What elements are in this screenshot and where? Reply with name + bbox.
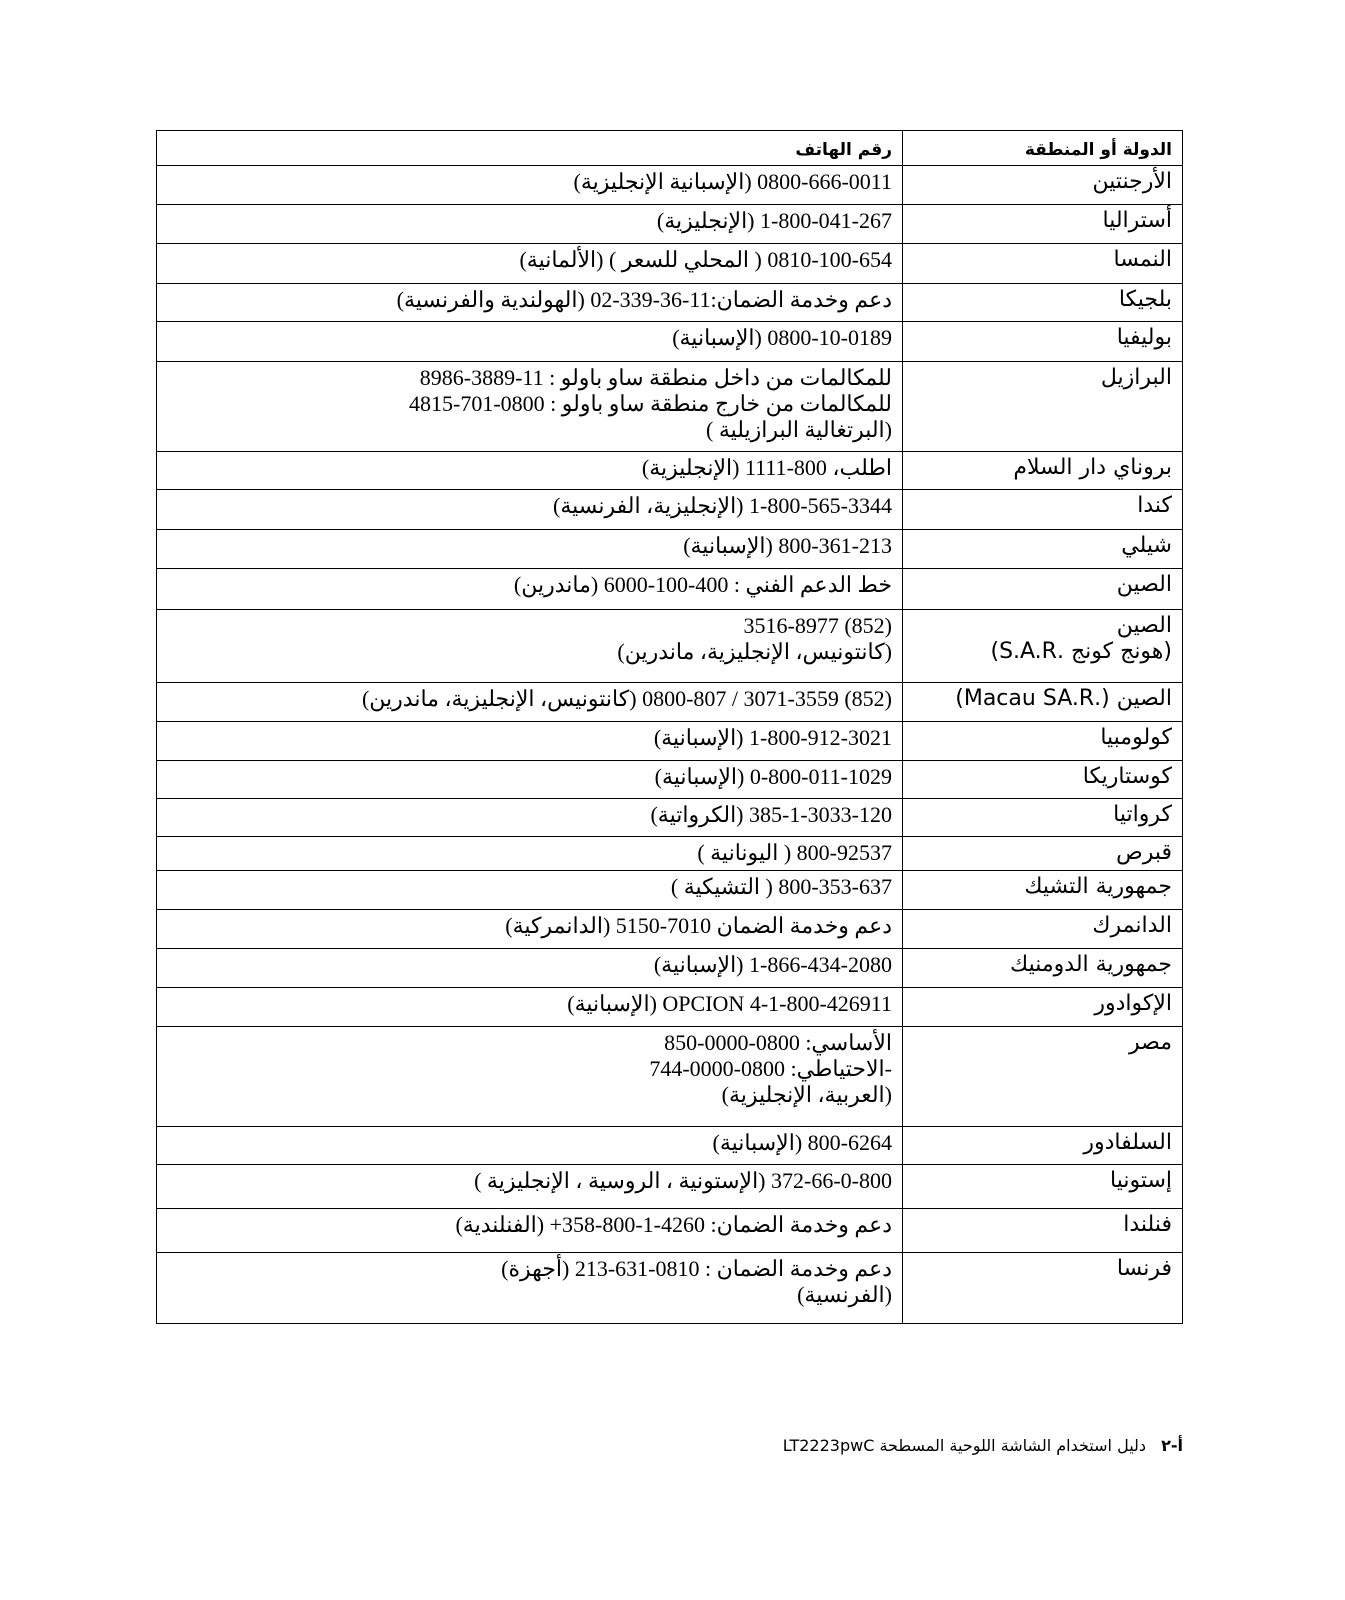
- country-name: الإكوادور: [1094, 991, 1172, 1016]
- phone-line: 385-1-3033-120 (الكرواتية): [650, 802, 892, 827]
- phone-line: -الاحتياطي: 0800-0000-744: [649, 1056, 892, 1081]
- page-footer: [783, 1436, 1183, 1455]
- table-body: [157, 166, 1183, 1324]
- phone-line: اطلب، 800-1111 (الإنجليزية): [641, 455, 892, 480]
- phone-cell: [157, 362, 903, 452]
- country-cell: [903, 1209, 1183, 1253]
- country-cell: [903, 1253, 1183, 1324]
- country-name: (هونج كونج .S.A.R): [990, 639, 1172, 664]
- phone-line: (البرتغالية البرازيلية ): [706, 417, 892, 442]
- table-row: [157, 871, 1183, 910]
- country-name: الصين (.Macau SA.R): [955, 686, 1172, 711]
- phone-cell: [157, 284, 903, 322]
- phone-line: (كانتونيس، الإنجليزية، ماندرين): [617, 639, 892, 664]
- country-cell: [903, 284, 1183, 322]
- country-name: شيلي: [1121, 533, 1172, 558]
- phone-cell: [157, 683, 903, 722]
- country-cell: [903, 949, 1183, 988]
- country-name: بوليفيا: [1116, 325, 1172, 350]
- table-row: [157, 205, 1183, 244]
- country-name: بروناي دار السلام: [1013, 455, 1172, 480]
- table-row: [157, 490, 1183, 530]
- phone-cell: [157, 988, 903, 1027]
- country-cell: [903, 722, 1183, 761]
- phone-line: (852) 3516-8977: [743, 613, 892, 638]
- table-row: [157, 610, 1183, 683]
- country-name: جمهورية الدومنيك: [1010, 952, 1172, 977]
- country-cell: [903, 530, 1183, 569]
- table-row: [157, 284, 1183, 322]
- country-name: أستراليا: [1102, 208, 1172, 233]
- phone-cell: [157, 949, 903, 988]
- country-cell: [903, 205, 1183, 244]
- country-cell: [903, 362, 1183, 452]
- country-cell: [903, 610, 1183, 683]
- phone-line: 1-800-912-3021 (الإسبانية): [653, 725, 892, 750]
- phone-line: خط الدعم الفني : 400-100-6000 (ماندرين): [513, 572, 892, 597]
- phone-line: الأساسي: 0800-0000-850: [664, 1030, 892, 1055]
- country-cell: [903, 569, 1183, 610]
- table-row: [157, 1165, 1183, 1209]
- country-name: الصين: [1116, 572, 1172, 597]
- table-row: [157, 1127, 1183, 1165]
- country-name: البرازيل: [1100, 365, 1172, 390]
- phone-line: 1-800-041-267 (الإنجليزية): [656, 208, 892, 233]
- country-name: فرنسا: [1116, 1256, 1172, 1281]
- country-name: الدانمرك: [1092, 913, 1172, 938]
- phone-line: 372-66-0-800 (الإستونية ، الروسية ، الإنجليزية ): [474, 1168, 892, 1193]
- table-row: [157, 530, 1183, 569]
- phone-line: 800-353-637 ( التشيكية ): [670, 874, 892, 899]
- phone-line: 1-800-426911-OPCION 4 (الإسبانية): [567, 991, 892, 1016]
- phone-line: 1-800-565-3344 (الإنجليزية، الفرنسية): [553, 493, 892, 518]
- phone-cell: [157, 569, 903, 610]
- country-cell: [903, 799, 1183, 837]
- country-cell: [903, 452, 1183, 490]
- table-row: [157, 1027, 1183, 1127]
- phone-cell: [157, 799, 903, 837]
- country-cell: [903, 166, 1183, 205]
- phone-cell: [157, 530, 903, 569]
- phone-line: دعم وخدمة الضمان: 4260-1-800-358+ (الفنلندية): [455, 1212, 892, 1237]
- phone-cell: [157, 871, 903, 910]
- table-row: [157, 322, 1183, 362]
- table-row: [157, 683, 1183, 722]
- phone-cell: [157, 1127, 903, 1165]
- phone-line: للمكالمات من داخل منطقة ساو باولو : 11-3889-8986: [419, 365, 892, 390]
- country-cell: [903, 1127, 1183, 1165]
- country-cell: [903, 761, 1183, 799]
- phone-line: دعم وخدمة الضمان 7010-5150 (الدانمركية): [505, 913, 892, 938]
- document-title: دليل استخدام الشاشة اللوحية المسطحة LT2223pwC: [782, 1436, 1147, 1455]
- country-name: فنلندا: [1123, 1212, 1172, 1237]
- country-name: بلجيكا: [1118, 287, 1172, 312]
- phone-cell: [157, 1027, 903, 1127]
- country-cell: [903, 1027, 1183, 1127]
- phone-cell: [157, 1209, 903, 1253]
- country-name: الأرجنتين: [1092, 169, 1172, 194]
- phone-cell: [157, 1165, 903, 1209]
- country-name: كرواتيا: [1113, 802, 1172, 827]
- header-phone: رقم الهاتف: [157, 131, 903, 166]
- country-cell: [903, 490, 1183, 530]
- phone-line: 1-866-434-2080 (الإسبانية): [653, 952, 892, 977]
- country-name: إستونيا: [1109, 1168, 1172, 1193]
- phone-cell: [157, 610, 903, 683]
- country-cell: [903, 322, 1183, 362]
- phone-cell: [157, 205, 903, 244]
- phone-line: 800-361-213 (الإسبانية): [683, 533, 892, 558]
- table-row: [157, 910, 1183, 949]
- phone-line: 0-800-011-1029 (الإسبانية): [654, 764, 892, 789]
- country-name: السلفادور: [1083, 1130, 1172, 1155]
- table-row: [157, 452, 1183, 490]
- table-row: [157, 761, 1183, 799]
- phone-line: (الفرنسية): [797, 1282, 892, 1307]
- country-name: كندا: [1137, 493, 1172, 518]
- table-row: [157, 988, 1183, 1027]
- country-name: مصر: [1128, 1030, 1172, 1055]
- phone-line: 0800-666-0011 (الإسبانية الإنجليزية): [573, 169, 892, 194]
- phone-line: (852) 3071-3559 / 0800-807 (كانتونيس، الإنجليزية، ماندرين): [361, 686, 892, 711]
- country-name: جمهورية التشيك: [1024, 874, 1172, 899]
- country-cell: [903, 988, 1183, 1027]
- table-row: [157, 837, 1183, 871]
- phone-line: دعم وخدمة الضمان : 0810-631-213 (أجهزة): [501, 1256, 892, 1281]
- header-country: الدولة أو المنطقة: [903, 131, 1183, 166]
- table-row: [157, 799, 1183, 837]
- table-row: [157, 1209, 1183, 1253]
- phone-cell: [157, 910, 903, 949]
- phone-line: 800-92537 ( اليونانية ): [697, 840, 892, 865]
- table-row: [157, 1253, 1183, 1324]
- phone-support-table: [156, 130, 1183, 1324]
- phone-line: (العربية، الإنجليزية): [721, 1082, 892, 1107]
- phone-cell: [157, 761, 903, 799]
- table-row: [157, 166, 1183, 205]
- phone-cell: [157, 490, 903, 530]
- phone-line: 0810-100-654 ( المحلي للسعر ) (الألمانية): [519, 247, 892, 272]
- country-name: كولومبيا: [1100, 725, 1172, 750]
- phone-line: دعم وخدمة الضمان:11-36-339-02 (الهولندية والفرنسية): [396, 287, 892, 312]
- table-row: [157, 362, 1183, 452]
- country-cell: [903, 1165, 1183, 1209]
- table-header-row: [157, 131, 1183, 166]
- page-number: أ-٢: [1161, 1436, 1183, 1455]
- table-row: [157, 244, 1183, 284]
- phone-cell: [157, 722, 903, 761]
- phone-cell: [157, 322, 903, 362]
- country-name: قبرص: [1116, 840, 1172, 865]
- table-row: [157, 949, 1183, 988]
- table-row: [157, 569, 1183, 610]
- phone-line: 0800-10-0189 (الإسبانية): [672, 325, 892, 350]
- phone-cell: [157, 837, 903, 871]
- country-cell: [903, 683, 1183, 722]
- country-cell: [903, 910, 1183, 949]
- phone-line: للمكالمات من خارج منطقة ساو باولو : 0800-701-4815: [409, 391, 892, 416]
- table-row: [157, 722, 1183, 761]
- phone-line: 800-6264 (الإسبانية): [712, 1130, 892, 1155]
- country-name: الصين: [1116, 613, 1172, 638]
- country-cell: [903, 244, 1183, 284]
- phone-cell: [157, 1253, 903, 1324]
- phone-cell: [157, 244, 903, 284]
- country-name: النمسا: [1113, 247, 1172, 272]
- phone-cell: [157, 452, 903, 490]
- country-name: كوستاريكا: [1082, 764, 1172, 789]
- country-cell: [903, 837, 1183, 871]
- phone-cell: [157, 166, 903, 205]
- country-cell: [903, 871, 1183, 910]
